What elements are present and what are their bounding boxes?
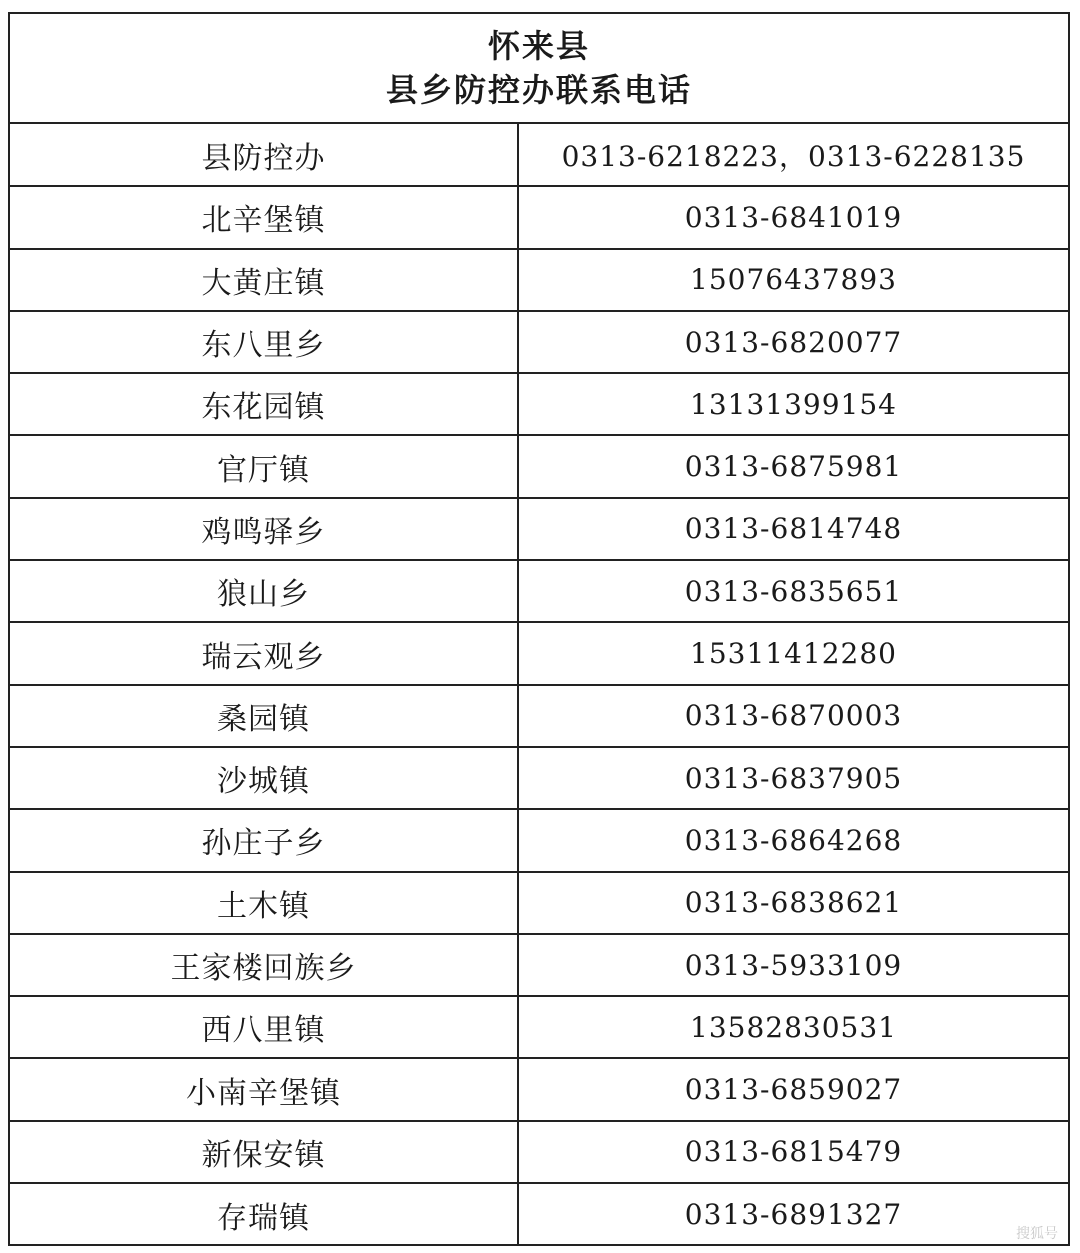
office-name-cell: 县防控办 (10, 124, 518, 186)
table-row (10, 186, 1068, 248)
table-row (10, 435, 1068, 497)
office-name-cell: 大黄庄镇 (10, 249, 518, 311)
table-row (10, 622, 1068, 684)
table-row (10, 685, 1068, 747)
phone-number-cell: 0313-6875981 (518, 435, 1068, 497)
table-row (10, 1058, 1068, 1120)
phone-number-cell: 0313-6870003 (518, 685, 1068, 747)
phone-number-cell: 0313-6891327 (518, 1183, 1068, 1245)
table-title (10, 14, 1068, 124)
contact-sheet (8, 12, 1070, 1246)
office-name-cell: 东花园镇 (10, 373, 518, 435)
phone-number-cell: 13131399154 (518, 373, 1068, 435)
office-name-cell: 土木镇 (10, 872, 518, 934)
phone-number-cell: 0313-6835651 (518, 560, 1068, 622)
title-subject: 县乡防控办联系电话 (385, 71, 692, 109)
phone-number-cell: 13582830531 (518, 996, 1068, 1058)
phone-number-cell: 15311412280 (518, 622, 1068, 684)
office-name-cell: 桑园镇 (10, 685, 518, 747)
office-name-cell: 狼山乡 (10, 560, 518, 622)
office-name-cell: 官厅镇 (10, 435, 518, 497)
phone-number-cell: 0313-6820077 (518, 311, 1068, 373)
office-name-cell: 东八里乡 (10, 311, 518, 373)
table-row (10, 809, 1068, 871)
phone-number-cell: 0313-6814748 (518, 498, 1068, 560)
phone-number-cell: 0313-6218223，0313-6228135 (561, 139, 1026, 173)
table-row (10, 249, 1068, 311)
table-row (10, 560, 1068, 622)
office-name-cell: 孙庄子乡 (10, 809, 518, 871)
office-name-cell: 王家楼回族乡 (10, 934, 518, 996)
office-name-cell: 北辛堡镇 (10, 186, 518, 248)
table-row (10, 124, 1068, 186)
table-row (10, 498, 1068, 560)
table-row (10, 311, 1068, 373)
phone-number-cell: 0313-6838621 (518, 872, 1068, 934)
office-name-cell: 瑞云观乡 (10, 622, 518, 684)
table-row (10, 872, 1068, 934)
office-name-cell: 小南辛堡镇 (10, 1058, 518, 1120)
phone-number-cell: 0313-6859027 (518, 1058, 1068, 1120)
office-name-cell: 鸡鸣驿乡 (10, 498, 518, 560)
table-row (10, 1121, 1068, 1183)
office-name-cell: 存瑞镇 (10, 1183, 518, 1245)
table-row (10, 934, 1068, 996)
table-row (10, 1183, 1068, 1245)
phone-number-cell: 0313-6841019 (518, 186, 1068, 248)
table-row (10, 996, 1068, 1058)
office-name-cell: 西八里镇 (10, 996, 518, 1058)
office-name-cell: 新保安镇 (10, 1121, 518, 1183)
phone-number-cell: 0313-5933109 (518, 934, 1068, 996)
table-row (10, 747, 1068, 809)
title-county: 怀来县 (487, 27, 590, 65)
phone-number-cell: 0313-6864268 (518, 809, 1068, 871)
watermark: 搜狐号 (1016, 1226, 1058, 1242)
phone-number-cell: 0313-6837905 (518, 747, 1068, 809)
office-name-cell: 沙城镇 (10, 747, 518, 809)
contacts-table-body (10, 124, 1068, 1245)
table-row (10, 373, 1068, 435)
contacts-table (10, 124, 1068, 1245)
phone-number-cell: 0313-6815479 (518, 1121, 1068, 1183)
phone-number-cell: 15076437893 (518, 249, 1068, 311)
